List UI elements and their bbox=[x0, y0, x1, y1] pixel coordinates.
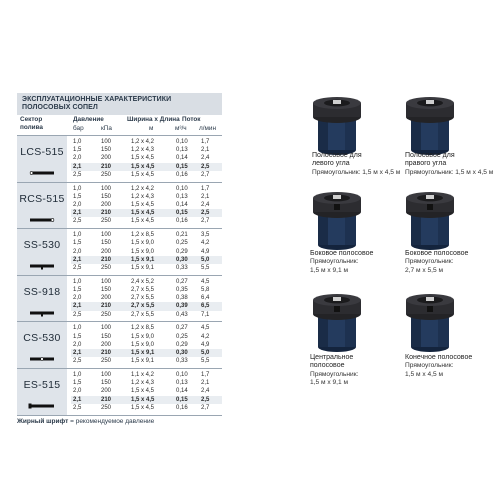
table-header bbox=[17, 115, 222, 136]
cell-pressure-bar: 2,1 bbox=[73, 163, 82, 170]
cell-pressure-kpa: 150 bbox=[101, 240, 112, 247]
cell-flow-m3h: 0,38 bbox=[176, 295, 188, 302]
pattern-shape bbox=[28, 304, 56, 322]
cell-coverage: 1,2 x 4,3 bbox=[131, 193, 155, 200]
cell-flow-m3h: 0,21 bbox=[176, 232, 188, 239]
nozzle-image bbox=[305, 292, 369, 359]
cell-coverage: 1,5 x 9,0 bbox=[131, 341, 155, 348]
product-spec: Прямоугольник: bbox=[310, 370, 359, 378]
header-bar: бар bbox=[73, 125, 84, 132]
cell-pressure-bar: 1,0 bbox=[73, 278, 82, 285]
cell-pressure-bar: 2,1 bbox=[73, 256, 82, 263]
cell-flow-lmin: 1,7 bbox=[201, 371, 210, 378]
table-row bbox=[71, 341, 222, 349]
nozzle-group bbox=[17, 276, 222, 323]
table-row bbox=[71, 324, 222, 332]
nozzle-group bbox=[17, 322, 222, 369]
cell-flow-lmin: 4,2 bbox=[201, 333, 210, 340]
cell-pressure-bar: 2,1 bbox=[73, 303, 82, 310]
product-spec: Прямоугольник: bbox=[405, 258, 454, 266]
table-row bbox=[71, 349, 222, 357]
cell-coverage: 1,5 x 9,0 bbox=[131, 248, 155, 255]
nozzle-photo-icon bbox=[305, 190, 369, 252]
cell-pressure-kpa: 210 bbox=[101, 256, 112, 263]
cell-flow-m3h: 0,43 bbox=[176, 311, 188, 318]
cell-pressure-kpa: 100 bbox=[101, 139, 112, 145]
nozzle-label-cell bbox=[17, 322, 67, 368]
product-title-2: правого угла bbox=[405, 160, 447, 168]
spray-pattern-center-icon bbox=[28, 355, 56, 363]
performance-table bbox=[17, 93, 222, 415]
cell-flow-m3h: 0,35 bbox=[176, 286, 188, 293]
pattern-shape bbox=[28, 257, 56, 275]
cell-coverage: 1,5 x 4,5 bbox=[131, 201, 155, 208]
cell-pressure-bar: 2,5 bbox=[73, 358, 82, 365]
cell-coverage: 1,5 x 4,5 bbox=[131, 396, 155, 403]
cell-flow-lmin: 5,5 bbox=[201, 358, 210, 365]
cell-flow-m3h: 0,30 bbox=[176, 256, 188, 263]
cell-coverage: 2,7 x 5,5 bbox=[131, 286, 155, 293]
cell-flow-lmin: 3,5 bbox=[201, 232, 210, 239]
nozzle-model: SS-918 bbox=[23, 285, 61, 298]
cell-flow-lmin: 1,7 bbox=[201, 139, 210, 145]
cell-pressure-bar: 1,5 bbox=[73, 380, 82, 387]
cell-pressure-bar: 2,5 bbox=[73, 218, 82, 225]
nozzle-image bbox=[398, 190, 462, 257]
header-m: м bbox=[149, 125, 154, 132]
spray-pattern-left-icon bbox=[28, 169, 56, 177]
table-row bbox=[71, 333, 222, 341]
nozzle-model: SS-530 bbox=[23, 239, 61, 252]
cell-flow-m3h: 0,13 bbox=[176, 380, 188, 387]
cell-pressure-kpa: 250 bbox=[101, 264, 112, 271]
cell-flow-m3h: 0,10 bbox=[176, 185, 188, 192]
rows bbox=[71, 185, 222, 226]
cell-coverage: 1,5 x 4,5 bbox=[131, 388, 155, 395]
table-title bbox=[17, 93, 222, 115]
product-title: Боковое полосовое bbox=[405, 250, 469, 257]
table-row bbox=[71, 239, 222, 247]
cell-pressure-kpa: 210 bbox=[101, 163, 112, 170]
pattern-shape bbox=[28, 164, 56, 182]
cell-pressure-bar: 1,5 bbox=[73, 240, 82, 247]
header-m3: м³/ч bbox=[175, 125, 187, 132]
product-spec-2: 2,7 м x 5,5 м bbox=[405, 266, 444, 274]
cell-flow-lmin: 4,2 bbox=[201, 240, 210, 247]
cell-pressure-kpa: 210 bbox=[101, 303, 112, 310]
cell-flow-m3h: 0,27 bbox=[176, 278, 188, 285]
table-row bbox=[71, 163, 222, 171]
cell-flow-lmin: 2,5 bbox=[201, 210, 210, 217]
cell-coverage: 1,5 x 4,5 bbox=[131, 155, 155, 162]
table-row bbox=[71, 217, 222, 225]
cell-coverage: 1,2 x 8,5 bbox=[131, 232, 155, 239]
product-spec: Прямоугольник: 1,5 м x 4,5 м bbox=[405, 168, 494, 176]
nozzle-group bbox=[17, 183, 222, 230]
cell-flow-m3h: 0,10 bbox=[176, 139, 188, 145]
cell-flow-lmin: 2,4 bbox=[201, 388, 210, 395]
nozzle-photo-icon bbox=[398, 292, 462, 354]
nozzle-label-cell bbox=[17, 136, 67, 182]
table-row bbox=[71, 209, 222, 217]
cell-coverage: 2,7 x 5,5 bbox=[131, 311, 155, 318]
cell-coverage: 1,5 x 4,5 bbox=[131, 210, 155, 217]
cell-flow-lmin: 6,5 bbox=[201, 303, 210, 310]
product-title-2: полосовое bbox=[310, 362, 345, 370]
cell-coverage: 1,1 x 4,2 bbox=[131, 371, 155, 378]
cell-flow-lmin: 5,0 bbox=[201, 349, 210, 356]
cell-coverage: 1,5 x 4,5 bbox=[131, 218, 155, 225]
cell-pressure-kpa: 210 bbox=[101, 210, 112, 217]
spray-pattern-side-icon bbox=[28, 309, 56, 317]
cell-flow-lmin: 5,0 bbox=[201, 256, 210, 263]
cell-pressure-bar: 2,0 bbox=[73, 155, 82, 162]
cell-pressure-bar: 2,5 bbox=[73, 171, 82, 178]
cell-pressure-bar: 2,0 bbox=[73, 341, 82, 348]
cell-pressure-kpa: 210 bbox=[101, 349, 112, 356]
cell-pressure-bar: 1,0 bbox=[73, 139, 82, 145]
product-title: Боковое полосовое bbox=[310, 250, 374, 257]
cell-flow-m3h: 0,16 bbox=[176, 404, 188, 411]
cell-pressure-kpa: 250 bbox=[101, 404, 112, 411]
table-row bbox=[71, 311, 222, 319]
table-row bbox=[71, 138, 222, 146]
cell-pressure-kpa: 200 bbox=[101, 201, 112, 208]
cell-flow-m3h: 0,14 bbox=[176, 388, 188, 395]
rows bbox=[71, 278, 222, 319]
cell-coverage: 1,5 x 9,0 bbox=[131, 240, 155, 247]
product-caption bbox=[405, 152, 493, 177]
product-caption bbox=[310, 354, 358, 388]
cell-pressure-kpa: 100 bbox=[101, 371, 112, 378]
cell-coverage: 2,7 x 5,5 bbox=[131, 295, 155, 302]
product-spec-2: 1,5 м x 4,5 м bbox=[405, 370, 444, 378]
cell-pressure-kpa: 200 bbox=[101, 341, 112, 348]
product-caption bbox=[405, 250, 468, 275]
cell-flow-lmin: 2,7 bbox=[201, 404, 210, 411]
cell-flow-m3h: 0,27 bbox=[176, 325, 188, 332]
product-caption bbox=[310, 250, 373, 275]
cell-flow-lmin: 2,7 bbox=[201, 218, 210, 225]
cell-pressure-bar: 1,5 bbox=[73, 147, 82, 154]
table-note bbox=[17, 418, 154, 425]
cell-coverage: 1,5 x 4,5 bbox=[131, 163, 155, 170]
rows bbox=[71, 138, 222, 179]
nozzle-group bbox=[17, 229, 222, 276]
table-row bbox=[71, 286, 222, 294]
table-title-line2: ПОЛОСОВЫХ СОПЕЛ bbox=[22, 104, 98, 111]
table-row bbox=[71, 248, 222, 256]
cell-pressure-bar: 2,5 bbox=[73, 311, 82, 318]
table-row bbox=[71, 146, 222, 154]
cell-flow-m3h: 0,13 bbox=[176, 193, 188, 200]
header-pressure: Давление bbox=[73, 116, 104, 123]
cell-flow-m3h: 0,29 bbox=[176, 248, 188, 255]
cell-pressure-bar: 2,0 bbox=[73, 201, 82, 208]
nozzle-group bbox=[17, 369, 222, 416]
cell-pressure-kpa: 150 bbox=[101, 147, 112, 154]
nozzle-group bbox=[17, 136, 222, 183]
cell-coverage: 1,5 x 9,1 bbox=[131, 264, 155, 271]
header-width: Ширина x Длина bbox=[127, 116, 180, 123]
product-spec: Прямоугольник: 1,5 м x 4,5 м bbox=[312, 168, 401, 176]
cell-flow-m3h: 0,16 bbox=[176, 171, 188, 178]
cell-pressure-kpa: 200 bbox=[101, 388, 112, 395]
cell-flow-m3h: 0,16 bbox=[176, 218, 188, 225]
table-title-line1: ЭКСПЛУАТАЦИОННЫЕ ХАРАКТЕРИСТИКИ bbox=[22, 96, 172, 103]
cell-pressure-bar: 2,1 bbox=[73, 210, 82, 217]
table-row bbox=[71, 193, 222, 201]
cell-flow-m3h: 0,33 bbox=[176, 264, 188, 271]
cell-flow-m3h: 0,13 bbox=[176, 147, 188, 154]
product-spec: Прямоугольник: bbox=[405, 362, 454, 370]
product-title-2: левого угла bbox=[312, 160, 350, 168]
product-spec-2: 1,5 м x 9,1 м bbox=[310, 379, 349, 387]
product-spec: Прямоугольник: bbox=[310, 258, 359, 266]
product-title: Конечное полосовое bbox=[405, 354, 473, 361]
cell-pressure-bar: 2,1 bbox=[73, 349, 82, 356]
table-row bbox=[71, 379, 222, 387]
cell-flow-m3h: 0,15 bbox=[176, 210, 188, 217]
header-lmin: л/мин bbox=[199, 125, 216, 132]
cell-flow-lmin: 5,8 bbox=[201, 286, 210, 293]
table-row bbox=[71, 278, 222, 286]
table-row bbox=[71, 294, 222, 302]
cell-pressure-kpa: 250 bbox=[101, 218, 112, 225]
note-bold: Жирный шрифт bbox=[17, 418, 69, 425]
table-row bbox=[71, 231, 222, 239]
cell-flow-lmin: 4,9 bbox=[201, 248, 210, 255]
cell-coverage: 1,2 x 8,5 bbox=[131, 325, 155, 332]
cell-coverage: 1,5 x 9,0 bbox=[131, 333, 155, 340]
nozzle-label-cell bbox=[17, 369, 67, 415]
table-row bbox=[71, 201, 222, 209]
cell-pressure-kpa: 250 bbox=[101, 171, 112, 178]
product-caption bbox=[312, 152, 400, 177]
cell-pressure-bar: 1,0 bbox=[73, 371, 82, 378]
nozzle-model: RCS-515 bbox=[19, 192, 65, 205]
table-row bbox=[71, 264, 222, 272]
header-kpa: кПа bbox=[101, 125, 112, 132]
cell-flow-lmin: 2,7 bbox=[201, 171, 210, 178]
cell-pressure-bar: 2,0 bbox=[73, 295, 82, 302]
cell-pressure-kpa: 200 bbox=[101, 155, 112, 162]
product-spec-2: 1,5 м x 9,1 м bbox=[310, 266, 349, 274]
cell-coverage: 1,2 x 4,3 bbox=[131, 380, 155, 387]
pattern-shape bbox=[28, 211, 56, 229]
table-row bbox=[71, 371, 222, 379]
cell-flow-lmin: 2,1 bbox=[201, 380, 210, 387]
cell-pressure-kpa: 100 bbox=[101, 185, 112, 192]
nozzle-label-cell bbox=[17, 276, 67, 322]
cell-flow-m3h: 0,25 bbox=[176, 240, 188, 247]
cell-flow-lmin: 1,7 bbox=[201, 185, 210, 192]
cell-flow-m3h: 0,10 bbox=[176, 371, 188, 378]
cell-pressure-kpa: 150 bbox=[101, 286, 112, 293]
nozzle-image bbox=[398, 292, 462, 359]
cell-coverage: 1,5 x 9,1 bbox=[131, 358, 155, 365]
rows bbox=[71, 324, 222, 365]
table-body bbox=[17, 136, 222, 416]
spray-pattern-right-icon bbox=[28, 216, 56, 224]
table-row bbox=[71, 185, 222, 193]
cell-flow-m3h: 0,29 bbox=[176, 341, 188, 348]
table-row bbox=[71, 357, 222, 365]
cell-flow-lmin: 2,1 bbox=[201, 193, 210, 200]
cell-pressure-kpa: 250 bbox=[101, 311, 112, 318]
cell-flow-lmin: 4,5 bbox=[201, 278, 210, 285]
cell-flow-m3h: 0,30 bbox=[176, 349, 188, 356]
cell-pressure-kpa: 250 bbox=[101, 358, 112, 365]
product-title: Полосовое для bbox=[312, 152, 362, 159]
cell-flow-lmin: 2,5 bbox=[201, 163, 210, 170]
header-sector: Сектор bbox=[20, 116, 43, 123]
cell-pressure-bar: 1,5 bbox=[73, 193, 82, 200]
nozzle-photo-icon bbox=[305, 292, 369, 354]
spray-pattern-side-icon bbox=[28, 262, 56, 270]
table-row bbox=[71, 154, 222, 162]
cell-flow-m3h: 0,39 bbox=[176, 303, 188, 310]
cell-flow-lmin: 2,4 bbox=[201, 201, 210, 208]
cell-flow-m3h: 0,14 bbox=[176, 155, 188, 162]
cell-flow-lmin: 4,9 bbox=[201, 341, 210, 348]
cell-pressure-bar: 2,1 bbox=[73, 396, 82, 403]
cell-pressure-kpa: 210 bbox=[101, 396, 112, 403]
cell-pressure-kpa: 100 bbox=[101, 325, 112, 332]
cell-pressure-bar: 2,0 bbox=[73, 388, 82, 395]
cell-coverage: 2,7 x 5,5 bbox=[131, 303, 155, 310]
rows bbox=[71, 231, 222, 272]
cell-flow-m3h: 0,15 bbox=[176, 396, 188, 403]
product-caption bbox=[405, 354, 472, 379]
cell-coverage: 1,5 x 9,1 bbox=[131, 349, 155, 356]
cell-pressure-kpa: 150 bbox=[101, 193, 112, 200]
cell-coverage: 1,2 x 4,3 bbox=[131, 147, 155, 154]
cell-pressure-bar: 1,5 bbox=[73, 333, 82, 340]
cell-coverage: 1,5 x 4,5 bbox=[131, 171, 155, 178]
cell-pressure-kpa: 150 bbox=[101, 333, 112, 340]
cell-pressure-bar: 1,0 bbox=[73, 185, 82, 192]
pattern-shape bbox=[28, 397, 56, 415]
pattern-shape bbox=[28, 350, 56, 368]
cell-flow-m3h: 0,25 bbox=[176, 333, 188, 340]
nozzle-model: LCS-515 bbox=[20, 146, 64, 158]
header-flow: Поток bbox=[182, 116, 201, 123]
cell-coverage: 2,4 x 5,2 bbox=[131, 278, 155, 285]
cell-flow-lmin: 4,5 bbox=[201, 325, 210, 332]
cell-flow-lmin: 2,5 bbox=[201, 396, 210, 403]
cell-pressure-kpa: 150 bbox=[101, 380, 112, 387]
cell-pressure-bar: 1,0 bbox=[73, 325, 82, 332]
cell-flow-lmin: 6,4 bbox=[201, 295, 210, 302]
product-title: Центральное bbox=[310, 354, 354, 361]
table-row bbox=[71, 387, 222, 395]
cell-flow-lmin: 2,4 bbox=[201, 155, 210, 162]
table-row bbox=[71, 302, 222, 310]
rows bbox=[71, 371, 222, 412]
cell-coverage: 1,5 x 9,1 bbox=[131, 256, 155, 263]
cell-flow-m3h: 0,33 bbox=[176, 358, 188, 365]
cell-flow-lmin: 2,1 bbox=[201, 147, 210, 154]
cell-coverage: 1,5 x 4,5 bbox=[131, 404, 155, 411]
cell-flow-m3h: 0,14 bbox=[176, 201, 188, 208]
nozzle-model: CS-530 bbox=[23, 332, 61, 345]
product-title: Полосовое для bbox=[405, 152, 455, 159]
cell-pressure-bar: 2,0 bbox=[73, 248, 82, 255]
nozzle-photo-icon bbox=[305, 95, 369, 157]
cell-flow-m3h: 0,15 bbox=[176, 163, 188, 170]
table-row bbox=[71, 171, 222, 179]
cell-coverage: 1,2 x 4,2 bbox=[131, 139, 155, 145]
nozzle-image bbox=[305, 190, 369, 257]
cell-flow-lmin: 5,5 bbox=[201, 264, 210, 271]
cell-pressure-kpa: 100 bbox=[101, 232, 112, 239]
cell-pressure-kpa: 200 bbox=[101, 295, 112, 302]
cell-pressure-kpa: 100 bbox=[101, 278, 112, 285]
header-polish: полива bbox=[20, 124, 43, 131]
nozzle-photo-icon bbox=[398, 95, 462, 157]
cell-pressure-bar: 1,0 bbox=[73, 232, 82, 239]
cell-pressure-bar: 2,5 bbox=[73, 404, 82, 411]
cell-pressure-bar: 2,5 bbox=[73, 264, 82, 271]
cell-coverage: 1,2 x 4,2 bbox=[131, 185, 155, 192]
nozzle-model: ES-515 bbox=[23, 378, 61, 391]
note-rest: = рекомендуемое давление bbox=[68, 418, 155, 425]
cell-flow-lmin: 7,1 bbox=[201, 311, 210, 318]
cell-pressure-kpa: 200 bbox=[101, 248, 112, 255]
spray-pattern-end-icon bbox=[28, 402, 56, 410]
table-row bbox=[71, 404, 222, 412]
cell-pressure-bar: 1,5 bbox=[73, 286, 82, 293]
nozzle-label-cell bbox=[17, 183, 67, 229]
nozzle-label-cell bbox=[17, 229, 67, 275]
nozzle-photo-icon bbox=[398, 190, 462, 252]
table-row bbox=[71, 396, 222, 404]
table-row bbox=[71, 256, 222, 264]
